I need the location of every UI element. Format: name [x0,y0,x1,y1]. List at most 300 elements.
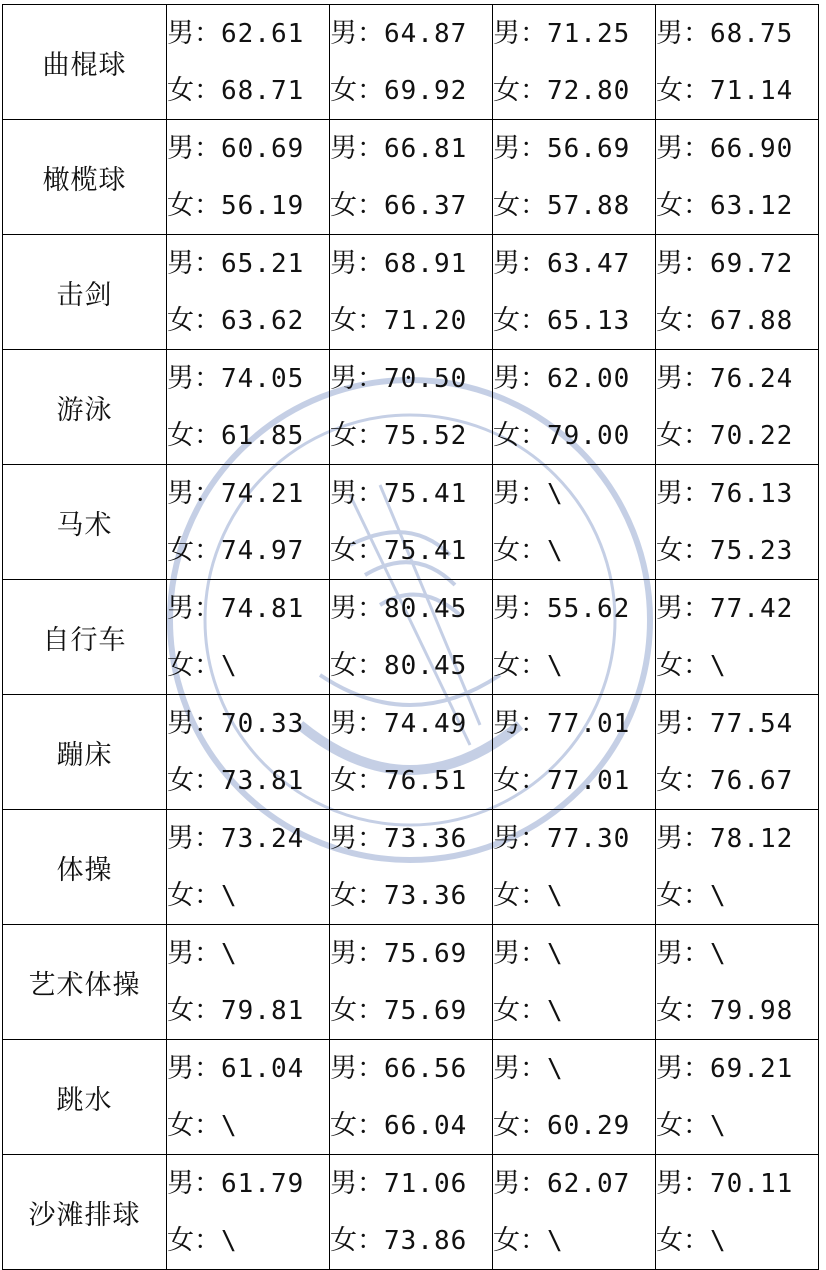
female-label: 女： [330,190,384,221]
score-cell [493,120,656,235]
male-score-line [167,580,329,637]
score-cell [330,350,493,465]
score-cell [330,925,493,1040]
female-score-line [330,752,492,809]
female-label: 女： [656,880,710,911]
male-score-value: 71.06 [384,1169,468,1199]
score-cell [656,5,819,120]
female-score-value: 79.81 [221,996,305,1026]
female-score-line [330,292,492,349]
male-score-line [167,350,329,407]
male-score-line [330,810,492,867]
table-row [3,5,819,120]
male-score-value: 77.54 [710,709,794,739]
score-cell [167,5,330,120]
female-score-value: \ [221,1111,238,1141]
female-score-value: 63.12 [710,191,794,221]
female-score-value: 77.01 [547,766,631,796]
female-label: 女： [330,1225,384,1256]
female-label: 女： [656,535,710,566]
female-score-value: 72.80 [547,76,631,106]
female-score-line [493,1097,655,1154]
female-score-line [330,177,492,234]
male-label: 男： [493,248,547,279]
female-score-value: \ [547,881,564,911]
male-label: 男： [330,133,384,164]
score-cell [167,1155,330,1270]
score-cell [656,465,819,580]
female-label: 女： [656,75,710,106]
sport-name-cell: 击剑 [3,235,167,350]
male-score-line [656,120,818,177]
female-label: 女： [330,420,384,451]
male-score-value: 70.33 [221,709,305,739]
female-label: 女： [493,420,547,451]
female-label: 女： [656,765,710,796]
male-label: 男： [167,1053,221,1084]
female-score-value: 65.13 [547,306,631,336]
female-label: 女： [656,305,710,336]
female-label: 女： [167,1110,221,1141]
male-score-value: 66.90 [710,134,794,164]
female-score-value: 56.19 [221,191,305,221]
female-score-value: \ [221,1226,238,1256]
female-score-value: 71.20 [384,306,468,336]
male-label: 男： [656,593,710,624]
male-score-line [493,925,655,982]
table-row [3,580,819,695]
female-label: 女： [167,880,221,911]
table-row [3,810,819,925]
female-score-line [493,637,655,694]
female-score-line [493,522,655,579]
male-score-value: 62.07 [547,1169,631,1199]
female-score-line [493,1212,655,1269]
female-score-line [330,867,492,924]
male-label: 男： [493,363,547,394]
score-cell [330,580,493,695]
male-score-value: 78.12 [710,824,794,854]
male-score-value: 73.36 [384,824,468,854]
male-score-value: 62.00 [547,364,631,394]
female-label: 女： [493,75,547,106]
female-score-value: \ [221,881,238,911]
table-row [3,1155,819,1270]
male-score-line [167,810,329,867]
female-score-value: 70.22 [710,421,794,451]
score-cell [167,465,330,580]
sport-name-cell: 自行车 [3,580,167,695]
male-score-line [656,350,818,407]
male-score-value: 64.87 [384,19,468,49]
female-label: 女： [493,535,547,566]
score-cell [167,120,330,235]
female-score-value: 79.98 [710,996,794,1026]
male-score-line [493,580,655,637]
female-score-value: \ [221,651,238,681]
male-label: 男： [167,248,221,279]
female-score-line [167,752,329,809]
score-cell [493,810,656,925]
female-score-line [493,407,655,464]
table-row [3,695,819,810]
male-label: 男： [493,708,547,739]
female-label: 女： [330,1110,384,1141]
female-score-value: \ [710,881,727,911]
female-score-line [330,522,492,579]
female-score-value: 57.88 [547,191,631,221]
male-label: 男： [493,593,547,624]
male-label: 男： [330,18,384,49]
female-score-line [656,62,818,119]
male-score-value: 68.91 [384,249,468,279]
male-score-value: 73.24 [221,824,305,854]
female-score-line [330,1212,492,1269]
female-score-value: \ [710,651,727,681]
score-cell [493,235,656,350]
score-cell [167,1040,330,1155]
score-cell [167,580,330,695]
female-score-value: 76.51 [384,766,468,796]
female-score-value: 75.52 [384,421,468,451]
male-score-line [493,1040,655,1097]
male-label: 男： [330,708,384,739]
male-score-line [656,235,818,292]
table-row [3,120,819,235]
score-cell [493,925,656,1040]
male-score-value: 77.30 [547,824,631,854]
table-row [3,925,819,1040]
female-score-line [656,1097,818,1154]
male-label: 男： [656,938,710,969]
female-score-value: 75.69 [384,996,468,1026]
female-score-line [330,407,492,464]
male-label: 男： [167,938,221,969]
female-score-value: \ [547,536,564,566]
male-score-line [656,810,818,867]
female-score-line [493,292,655,349]
male-score-value: 66.81 [384,134,468,164]
male-score-value: 69.72 [710,249,794,279]
sport-name-cell: 橄榄球 [3,120,167,235]
female-score-value: 80.45 [384,651,468,681]
female-score-value: 74.97 [221,536,305,566]
male-score-value: 74.21 [221,479,305,509]
male-score-value: \ [221,939,238,969]
score-cell [167,810,330,925]
female-label: 女： [493,995,547,1026]
female-score-line [330,982,492,1039]
male-score-value: 74.49 [384,709,468,739]
male-label: 男： [656,363,710,394]
male-score-value: 74.81 [221,594,305,624]
male-score-line [167,465,329,522]
score-cell [656,695,819,810]
male-score-value: 63.47 [547,249,631,279]
male-label: 男： [656,133,710,164]
sport-name-cell: 体操 [3,810,167,925]
female-score-value: 67.88 [710,306,794,336]
male-score-value: 74.05 [221,364,305,394]
female-label: 女： [656,1225,710,1256]
male-score-value: 75.69 [384,939,468,969]
male-score-line [656,465,818,522]
male-label: 男： [330,823,384,854]
male-label: 男： [656,1053,710,1084]
female-label: 女： [167,650,221,681]
male-score-line [656,5,818,62]
male-label: 男： [330,363,384,394]
score-cell [493,1040,656,1155]
male-score-line [167,120,329,177]
female-score-line [167,177,329,234]
female-label: 女： [493,880,547,911]
male-score-line [167,1155,329,1212]
score-cell [656,120,819,235]
male-score-line [493,120,655,177]
table-row [3,235,819,350]
female-score-line [656,177,818,234]
male-score-line [493,695,655,752]
male-score-line [656,1155,818,1212]
score-cell [167,695,330,810]
male-score-value: 55.62 [547,594,631,624]
male-score-line [656,695,818,752]
female-score-line [493,177,655,234]
male-label: 男： [493,1168,547,1199]
male-score-line [330,350,492,407]
sport-name-cell: 马术 [3,465,167,580]
score-cell [493,695,656,810]
male-score-value: 69.21 [710,1054,794,1084]
female-label: 女： [656,1110,710,1141]
score-cell [493,465,656,580]
female-score-value: 75.41 [384,536,468,566]
female-score-line [656,752,818,809]
score-cell [656,235,819,350]
table-row [3,350,819,465]
table-row [3,1040,819,1155]
male-score-line [167,1040,329,1097]
female-label: 女： [167,190,221,221]
male-score-value: \ [547,479,564,509]
male-score-value: 77.01 [547,709,631,739]
male-score-value: 60.69 [221,134,305,164]
male-label: 男： [167,18,221,49]
female-score-value: 79.00 [547,421,631,451]
score-cell [493,5,656,120]
male-label: 男： [167,1168,221,1199]
male-score-value: 80.45 [384,594,468,624]
female-label: 女： [330,535,384,566]
female-score-line [330,1097,492,1154]
score-table-body [3,5,819,1270]
male-score-value: 65.21 [221,249,305,279]
score-cell [167,925,330,1040]
female-score-line [656,292,818,349]
female-label: 女： [330,305,384,336]
score-cell [330,5,493,120]
female-score-value: 76.67 [710,766,794,796]
female-score-value: 71.14 [710,76,794,106]
score-cell [493,350,656,465]
male-score-line [167,925,329,982]
score-cell [656,925,819,1040]
female-score-line [493,62,655,119]
sport-name-cell: 蹦床 [3,695,167,810]
male-label: 男： [167,708,221,739]
female-score-line [167,62,329,119]
male-label: 男： [656,823,710,854]
female-score-value: 61.85 [221,421,305,451]
female-score-line [167,407,329,464]
female-score-line [167,867,329,924]
male-score-value: 71.25 [547,19,631,49]
sport-name-cell: 沙滩排球 [3,1155,167,1270]
table-row [3,465,819,580]
female-label: 女： [167,765,221,796]
male-label: 男： [167,823,221,854]
male-label: 男： [167,133,221,164]
male-label: 男： [167,363,221,394]
female-score-line [656,1212,818,1269]
female-score-value: 69.92 [384,76,468,106]
female-score-value: 63.62 [221,306,305,336]
score-table [2,4,819,1270]
male-label: 男： [656,248,710,279]
female-score-value: \ [547,651,564,681]
male-label: 男： [330,248,384,279]
female-label: 女： [493,305,547,336]
female-score-line [656,522,818,579]
male-score-value: 68.75 [710,19,794,49]
score-cell [656,810,819,925]
male-score-line [330,5,492,62]
male-label: 男： [493,938,547,969]
male-score-line [493,350,655,407]
sport-name-cell: 曲棍球 [3,5,167,120]
male-score-value: 70.11 [710,1169,794,1199]
male-label: 男： [167,478,221,509]
score-cell [330,465,493,580]
male-label: 男： [167,593,221,624]
female-score-line [493,867,655,924]
male-score-value: 75.41 [384,479,468,509]
male-score-line [656,1040,818,1097]
female-score-line [656,637,818,694]
male-label: 男： [493,1053,547,1084]
female-score-value: 73.36 [384,881,468,911]
female-label: 女： [167,75,221,106]
female-score-value: \ [710,1226,727,1256]
male-label: 男： [656,1168,710,1199]
score-cell [493,1155,656,1270]
female-score-value: 73.86 [384,1226,468,1256]
male-score-line [493,1155,655,1212]
female-score-value: 75.23 [710,536,794,566]
female-score-line [167,522,329,579]
male-score-line [656,925,818,982]
female-score-value: 68.71 [221,76,305,106]
female-score-value: 66.37 [384,191,468,221]
female-label: 女： [330,650,384,681]
male-score-line [330,120,492,177]
female-label: 女： [493,650,547,681]
score-cell [330,235,493,350]
male-score-line [167,5,329,62]
male-score-line [167,235,329,292]
sport-name-cell: 游泳 [3,350,167,465]
male-score-line [493,465,655,522]
male-label: 男： [493,133,547,164]
male-label: 男： [330,593,384,624]
male-score-value: 61.04 [221,1054,305,1084]
female-score-line [330,62,492,119]
male-score-line [493,5,655,62]
male-label: 男： [330,938,384,969]
male-score-value: 70.50 [384,364,468,394]
female-label: 女： [167,1225,221,1256]
score-cell [330,1155,493,1270]
male-label: 男： [493,18,547,49]
score-cell [656,580,819,695]
male-score-value: 76.13 [710,479,794,509]
male-label: 男： [656,18,710,49]
female-score-line [167,1212,329,1269]
male-score-line [493,235,655,292]
female-score-line [167,1097,329,1154]
female-label: 女： [656,650,710,681]
male-label: 男： [493,478,547,509]
female-score-value: 73.81 [221,766,305,796]
female-label: 女： [656,995,710,1026]
score-cell [167,350,330,465]
male-score-value: \ [547,1054,564,1084]
female-label: 女： [167,995,221,1026]
sport-name-cell: 跳水 [3,1040,167,1155]
female-score-value: \ [547,996,564,1026]
female-label: 女： [493,765,547,796]
female-label: 女： [493,190,547,221]
female-label: 女： [330,75,384,106]
female-score-value: 60.29 [547,1111,631,1141]
score-cell [656,1040,819,1155]
female-score-value: \ [710,1111,727,1141]
female-score-value: 66.04 [384,1111,468,1141]
female-score-line [656,407,818,464]
female-score-line [493,982,655,1039]
male-score-value: \ [547,939,564,969]
female-label: 女： [656,420,710,451]
male-label: 男： [493,823,547,854]
female-score-line [167,292,329,349]
female-label: 女： [330,765,384,796]
score-cell [330,120,493,235]
female-label: 女： [167,305,221,336]
male-score-value: 61.79 [221,1169,305,1199]
score-cell [167,235,330,350]
male-label: 男： [656,708,710,739]
female-label: 女： [656,190,710,221]
female-score-line [656,867,818,924]
female-score-line [656,982,818,1039]
male-score-line [330,1155,492,1212]
male-score-value: 56.69 [547,134,631,164]
male-score-value: 62.61 [221,19,305,49]
male-score-line [493,810,655,867]
male-score-value: 77.42 [710,594,794,624]
male-score-line [330,925,492,982]
